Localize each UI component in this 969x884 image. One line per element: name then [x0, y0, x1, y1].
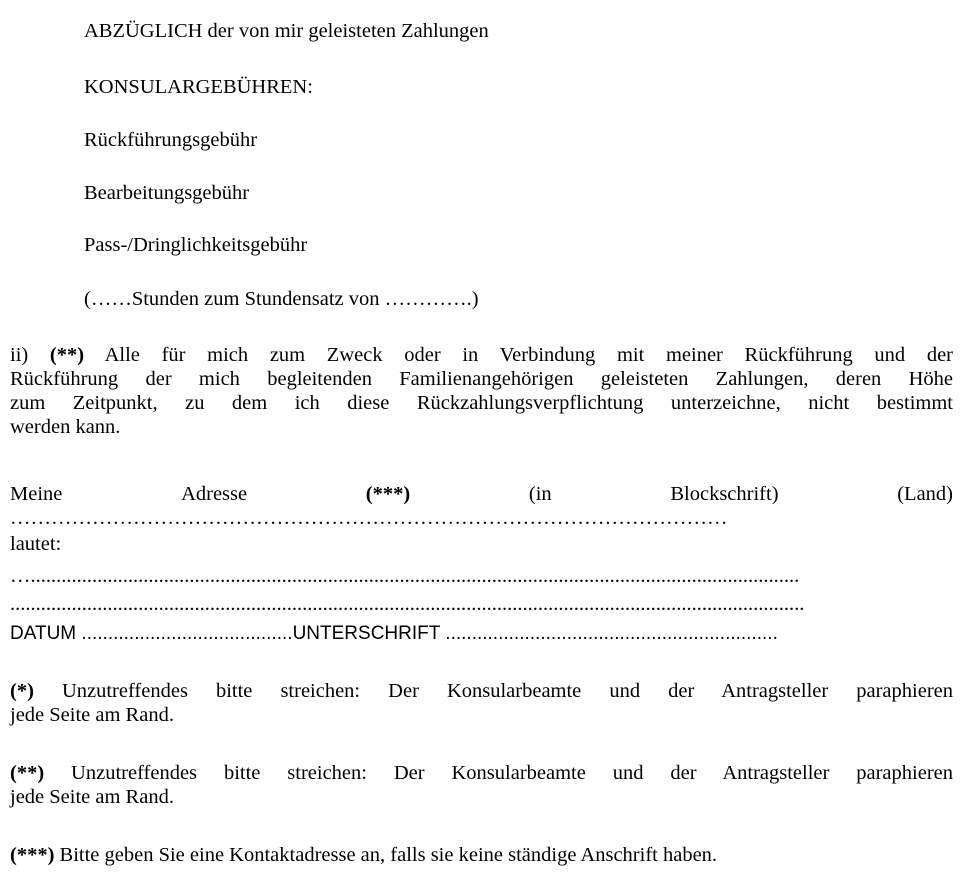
section-ii-marker: (**) [49, 344, 85, 366]
section-ii-line-4: werden kann. [10, 416, 121, 438]
processing-fee-line: Bearbeitungsgebühr [84, 182, 250, 204]
footnote-2-line-1 [10, 761, 953, 785]
signature-label: UNTERSCHRIFT [292, 623, 441, 644]
section-ii-line-3: zum Zeitpunkt, zu dem ich diese Rückzahlungsverpflichtung unterzeichne, nicht bestimmt [10, 392, 953, 414]
address-dotted-line-3: ........................................................................................................................................................... [10, 593, 805, 615]
footnote-2-text: Unzutreffendes bitte streichen: Der Konsularbeamte und der Antragsteller paraphieren [44, 762, 953, 784]
address-word: Meine [10, 483, 63, 505]
footnote-3-marker: (***) [10, 844, 55, 866]
section-ii-prefix: ii) [10, 344, 50, 366]
address-dotted-line-1: …………………………………………………………………………………………… [10, 507, 728, 529]
address-dotted-line-2: …...................................................................................................................................................... [10, 565, 800, 587]
date-dots: ........................................ [76, 623, 293, 644]
footnote-2-line-2: jede Seite am Rand. [10, 786, 174, 808]
section-ii-text-1: Alle für mich zum Zweck oder in Verbindung mit meiner Rückführung und der [84, 344, 954, 366]
date-label: DATUM [10, 623, 77, 644]
consular-fees-heading: KONSULARGEBÜHREN: [84, 76, 313, 98]
footnote-1-text: Unzutreffendes bitte streichen: Der Konsularbeamte und der Antragsteller paraphieren [33, 680, 953, 702]
less-payments-line: ABZÜGLICH der von mir geleisteten Zahlungen [84, 20, 489, 42]
footnote-1-line-2: jede Seite am Rand. [10, 704, 174, 726]
date-signature-line [10, 622, 778, 646]
address-word: Blockschrift) [670, 483, 779, 505]
hours-rate-line: (……Stunden zum Stundensatz von ………….) [84, 288, 479, 310]
signature-dots: ............................................................... [440, 623, 778, 644]
address-word: (Land) [897, 483, 953, 505]
lautet-label: lautet: [10, 533, 62, 555]
address-word: (in [528, 483, 552, 505]
address-footnote-marker: (***) [365, 483, 411, 505]
address-word: Adresse [181, 483, 248, 505]
footnote-1-marker: (*) [10, 680, 34, 702]
section-ii-line-2: Rückführung der mich begleitenden Familienangehörigen geleisteten Zahlungen, deren Höhe [10, 368, 953, 390]
footnote-2-marker: (**) [10, 762, 45, 784]
footnote-1-line-1 [10, 679, 953, 703]
repatriation-fee-line: Rückführungsgebühr [84, 129, 258, 151]
address-label-row [10, 482, 953, 506]
footnote-3-text: Bitte geben Sie eine Kontaktadresse an, falls sie keine ständige Anschrift haben. [54, 844, 718, 866]
section-ii-line-1 [10, 343, 953, 367]
passport-fee-line: Pass-/Dringlichkeitsgebühr [84, 234, 308, 256]
footnote-3-line [10, 843, 717, 867]
